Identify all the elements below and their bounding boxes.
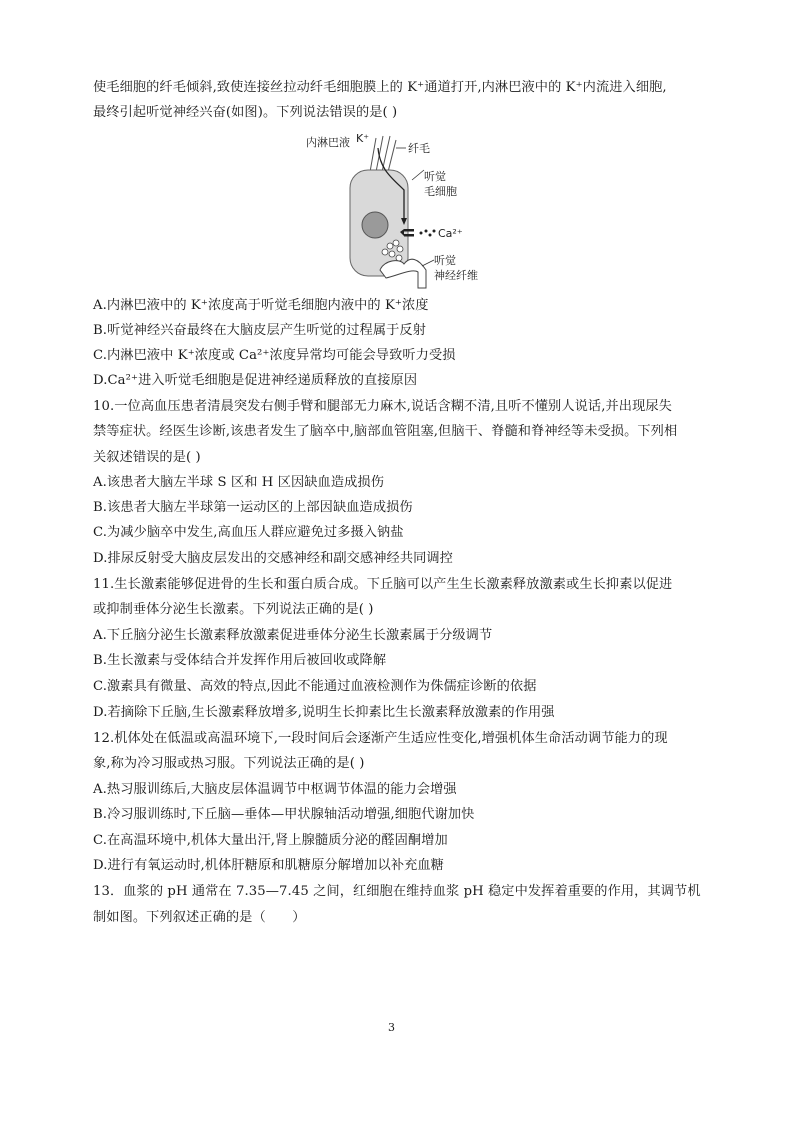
hair-cell-figure (300, 130, 500, 290)
q12-stem-1: 12.机体处在低温或高温环境下,一段时间后会逐渐产生适应性变化,增强机体生命活动调节能力的现 (93, 731, 668, 746)
q12-stem-2: 象,称为冷习服或热习服。下列说法正确的是( ) (93, 756, 365, 771)
q9-option-b: B.听觉神经兴奋最终在大脑皮层产生听觉的过程属于反射 (93, 323, 426, 338)
q9-option-a: A.内淋巴液中的 K⁺浓度高于听觉毛细胞内液中的 K⁺浓度 (93, 298, 429, 313)
q11-stem-2: 或抑制垂体分泌生长激素。下列说法正确的是( ) (93, 602, 374, 617)
q12-option-b: B.冷习服训练时,下丘脑—垂体—甲状腺轴活动增强,细胞代谢加快 (93, 807, 475, 822)
q13-stem-2: 制如图。下列叙述正确的是（ ） (93, 910, 306, 925)
q9-option-d: D.Ca²⁺进入听觉毛细胞是促进神经递质释放的直接原因 (93, 373, 418, 388)
label-k: K⁺ (356, 132, 370, 145)
q11-option-a: A.下丘脑分泌生长激素释放激素促进垂体分泌生长激素属于分级调节 (93, 628, 493, 643)
label-hair-cell-1: 听觉 (424, 170, 446, 183)
intro-line-1: 使毛细胞的纤毛倾斜,致使连接丝拉动纤毛细胞膜上的 K⁺通道打开,内淋巴液中的 K⁺内流进入细胞, (93, 80, 667, 95)
q12-option-d: D.进行有氧运动时,机体肝糖原和肌糖原分解增加以补充血糖 (93, 858, 444, 873)
q10-option-c: C.为减少脑卒中发生,高血压人群应避免过多摄入钠盐 (93, 525, 404, 540)
q10-stem-3: 关叙述错误的是( ) (93, 450, 201, 465)
q10-stem-1: 10.一位高血压患者清晨突发右侧手臂和腿部无力麻木,说话含糊不清,且听不懂别人说话,并出现尿失 (93, 399, 672, 414)
label-ca: Ca²⁺ (438, 227, 463, 240)
nerve-fiber-shape (380, 259, 426, 288)
label-lymph: 内淋巴液 (306, 136, 350, 149)
q10-stem-2: 禁等症状。经医生诊断,该患者发生了脑卒中,脑部血管阻塞,但脑干、脊髓和脊神经等未受损。下列相 (93, 424, 678, 439)
intro-line-2: 最终引起听觉神经兴奋(如图)。下列说法错误的是( ) (93, 105, 398, 120)
q9-option-c: C.内淋巴液中 K⁺浓度或 Ca²⁺浓度异常均可能会导致听力受损 (93, 348, 456, 363)
label-nerve-1: 听觉 (434, 254, 456, 267)
q11-option-d: D.若摘除下丘脑,生长激素释放增多,说明生长抑素比生长激素释放激素的作用强 (93, 705, 555, 720)
q11-option-c: C.激素具有微量、高效的特点,因此不能通过血液检测作为侏儒症诊断的依据 (93, 679, 537, 694)
q11-option-b: B.生长激素与受体结合并发挥作用后被回收或降解 (93, 653, 387, 668)
q13-stem-1: 13．血浆的 pH 通常在 7.35—7.45 之间，红细胞在维持血浆 pH 稳定中发挥着重要的作用，其调节机 (93, 884, 701, 899)
label-cilia: 纤毛 (408, 142, 430, 155)
q10-option-b: B.该患者大脑左半球第一运动区的上部因缺血造成损伤 (93, 500, 413, 515)
q12-option-a: A.热习服训练后,大脑皮层体温调节中枢调节体温的能力会增强 (93, 782, 457, 797)
page-number: 3 (388, 1021, 395, 1034)
q11-stem-1: 11.生长激素能够促进骨的生长和蛋白质合成。下丘脑可以产生生长激素释放激素或生长抑素以促进 (93, 577, 673, 592)
label-hair-cell-2: 毛细胞 (424, 185, 457, 198)
label-nerve-2: 神经纤维 (434, 269, 478, 282)
q10-option-a: A.该患者大脑左半球 S 区和 H 区因缺血造成损伤 (93, 475, 384, 490)
q10-option-d: D.排尿反射受大脑皮层发出的交感神经和副交感神经共同调控 (93, 551, 453, 566)
nucleus-shape (362, 212, 388, 238)
q12-option-c: C.在高温环境中,机体大量出汗,肾上腺髓质分泌的醛固酮增加 (93, 833, 448, 848)
